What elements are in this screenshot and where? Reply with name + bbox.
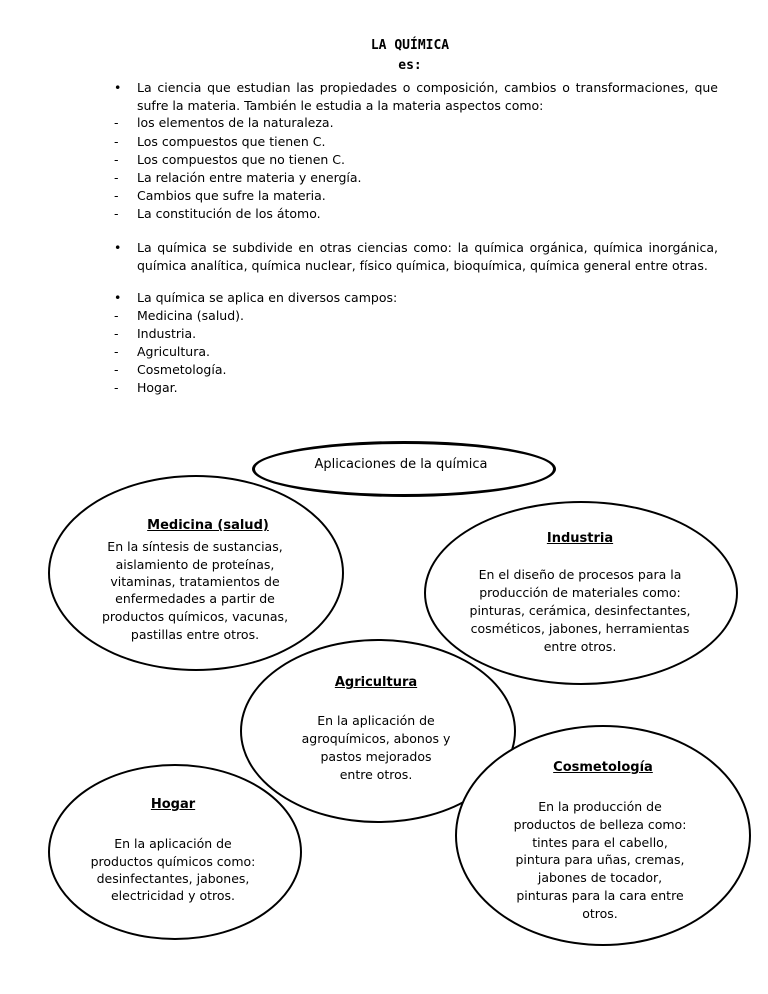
cosmetologia-line: pintura para uñas, cremas, xyxy=(515,852,685,867)
industria-line: entre otros. xyxy=(543,639,617,654)
medicina-line: productos químicos, vacunas, xyxy=(101,609,289,624)
list-item: Cambios que sufre la materia. xyxy=(137,188,326,203)
bullet-marker: • xyxy=(114,80,122,95)
agricultura-line: En la aplicación de xyxy=(317,713,435,728)
hogar-line: desinfectantes, jabones, xyxy=(96,871,250,886)
industria-title: Industria xyxy=(546,531,614,546)
industria-line: pinturas, cerámica, desinfectantes, xyxy=(469,603,691,618)
medicina-title: Medicina (salud) xyxy=(147,518,269,533)
page-subtitle: es: xyxy=(398,58,422,73)
dash-marker: - xyxy=(114,308,119,323)
agricultura-title: Agricultura xyxy=(334,675,418,690)
agricultura-line: pastos mejorados xyxy=(320,749,432,764)
hogar-title: Hogar xyxy=(150,797,196,812)
list-item: Hogar. xyxy=(137,380,178,395)
bullet-1-text: La ciencia que estudian las propiedades o composición, cambios o transformaciones, que sufre la materia. También le estudia a la materia aspectos como: xyxy=(137,80,718,113)
agricultura-line: agroquímicos, abonos y xyxy=(301,731,451,746)
industria-line: producción de materiales como: xyxy=(479,585,681,600)
list-item: Agricultura. xyxy=(137,344,210,359)
dash-marker: - xyxy=(114,326,119,341)
cosmetologia-line: En la producción de xyxy=(538,799,662,814)
hogar-line: productos químicos como: xyxy=(90,854,256,869)
list-item: los elementos de la naturaleza. xyxy=(137,115,334,130)
cosmetologia-line: pinturas para la cara entre xyxy=(516,888,684,903)
bullet-marker: • xyxy=(114,240,122,255)
hogar-line: En la aplicación de xyxy=(114,836,232,851)
medicina-line: pastillas entre otros. xyxy=(130,627,260,642)
list-item: Cosmetología. xyxy=(137,362,227,377)
cosmetologia-title: Cosmetología xyxy=(553,760,653,775)
medicina-line: vitaminas, tratamientos de xyxy=(110,574,280,589)
industria-line: cosméticos, jabones, herramientas xyxy=(470,621,690,636)
medicina-line: aislamiento de proteínas, xyxy=(115,557,275,572)
cosmetologia-line: productos de belleza como: xyxy=(513,817,687,832)
cosmetologia-line: tintes para el cabello, xyxy=(532,835,668,850)
agricultura-line: entre otros. xyxy=(339,767,413,782)
bullet-3-text: La química se aplica en diversos campos: xyxy=(137,290,398,305)
list-item: Los compuestos que tienen C. xyxy=(137,134,326,149)
bullet-marker: • xyxy=(114,290,122,305)
dash-marker: - xyxy=(114,380,119,395)
dash-marker: - xyxy=(114,115,119,130)
dash-marker: - xyxy=(114,188,119,203)
dash-marker: - xyxy=(114,362,119,377)
cosmetologia-line: otros. xyxy=(582,906,618,921)
dash-marker: - xyxy=(114,170,119,185)
bullet-2-text: La química se subdivide en otras ciencias como: la química orgánica, química inorgánica, química analítica, química nuclear, físico química, bioquímica, química general entre otras. xyxy=(137,240,718,273)
industria-line: En el diseño de procesos para la xyxy=(478,567,682,582)
dash-marker: - xyxy=(114,206,119,221)
hogar-line: electricidad y otros. xyxy=(110,888,235,903)
dash-marker: - xyxy=(114,134,119,149)
list-item: Medicina (salud). xyxy=(137,308,245,323)
page-title: LA QUÍMICA xyxy=(370,38,450,53)
medicina-line: En la síntesis de sustancias, xyxy=(107,539,283,554)
dash-marker: - xyxy=(114,344,119,359)
list-item: La relación entre materia y energía. xyxy=(137,170,362,185)
dash-marker: - xyxy=(114,152,119,167)
medicina-line: enfermedades a partir de xyxy=(115,591,275,606)
cosmetologia-line: jabones de tocador, xyxy=(537,870,663,885)
list-item: Los compuestos que no tienen C. xyxy=(137,152,346,167)
list-item: La constitución de los átomo. xyxy=(137,206,321,221)
center-label: Aplicaciones de la química xyxy=(314,457,488,472)
list-item: Industria. xyxy=(137,326,197,341)
